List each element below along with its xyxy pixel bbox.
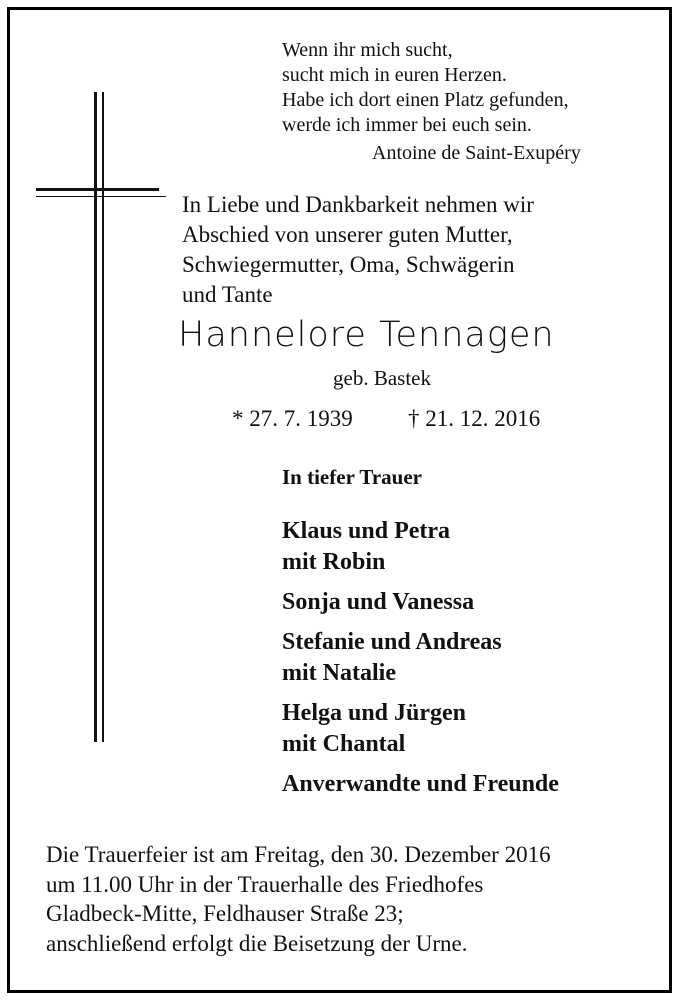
family-group — [282, 516, 559, 578]
quote-line: Habe ich dort einen Platz gefunden, — [282, 89, 569, 111]
family-member: Helga und Jürgen — [282, 700, 467, 726]
intro-line: Abschied von unserer guten Mutter, — [182, 222, 513, 247]
cross-horizontal-bar — [36, 188, 159, 191]
service-line: Die Trauerfeier ist am Freitag, den 30. Dezember 2016 — [46, 842, 551, 867]
obituary-notice — [7, 7, 672, 993]
intro-line: und Tante — [182, 282, 273, 307]
family-member: Anverwandte und Freunde — [282, 771, 559, 797]
intro-line: Schwiegermutter, Oma, Schwägerin — [182, 252, 515, 277]
birth-date: * 27. 7. 1939 — [232, 406, 353, 431]
quote — [282, 38, 569, 138]
family-group — [282, 587, 559, 618]
quote-line: werde ich immer bei euch sein. — [282, 114, 532, 136]
service-line: Gladbeck-Mitte, Feldhauser Straße 23; — [46, 901, 404, 926]
quote-line: Wenn ihr mich sucht, — [282, 39, 453, 61]
quote-author: Antoine de Saint-Exupéry — [372, 142, 581, 164]
death-date: † 21. 12. 2016 — [408, 406, 541, 431]
family-member: mit Natalie — [282, 660, 396, 686]
family-group — [282, 627, 559, 689]
service-line: anschließend erfolgt die Beisetzung der Urne. — [46, 930, 468, 956]
quote-line: sucht mich in euren Herzen. — [282, 64, 507, 86]
funeral-service-info — [46, 840, 551, 958]
cross-horizontal-bar — [36, 196, 166, 197]
family-group — [282, 698, 559, 760]
maiden-name: geb. Bastek — [333, 366, 431, 390]
family-list — [282, 516, 559, 809]
family-member: Klaus und Petra — [282, 518, 451, 544]
family-group — [282, 769, 559, 800]
mourning-heading: In tiefer Trauer — [282, 465, 422, 489]
deceased-name: Hannelore Tennagen — [178, 315, 555, 355]
family-member: mit Chantal — [282, 731, 406, 757]
service-line: um 11.00 Uhr in der Trauerhalle des Friedhofes — [46, 871, 484, 897]
intro-text — [182, 190, 534, 310]
intro-line: In Liebe und Dankbarkeit nehmen wir — [182, 192, 534, 217]
family-member: Sonja und Vanessa — [282, 589, 475, 615]
family-member: Stefanie und Andreas — [282, 629, 502, 655]
family-member: mit Robin — [282, 549, 386, 575]
